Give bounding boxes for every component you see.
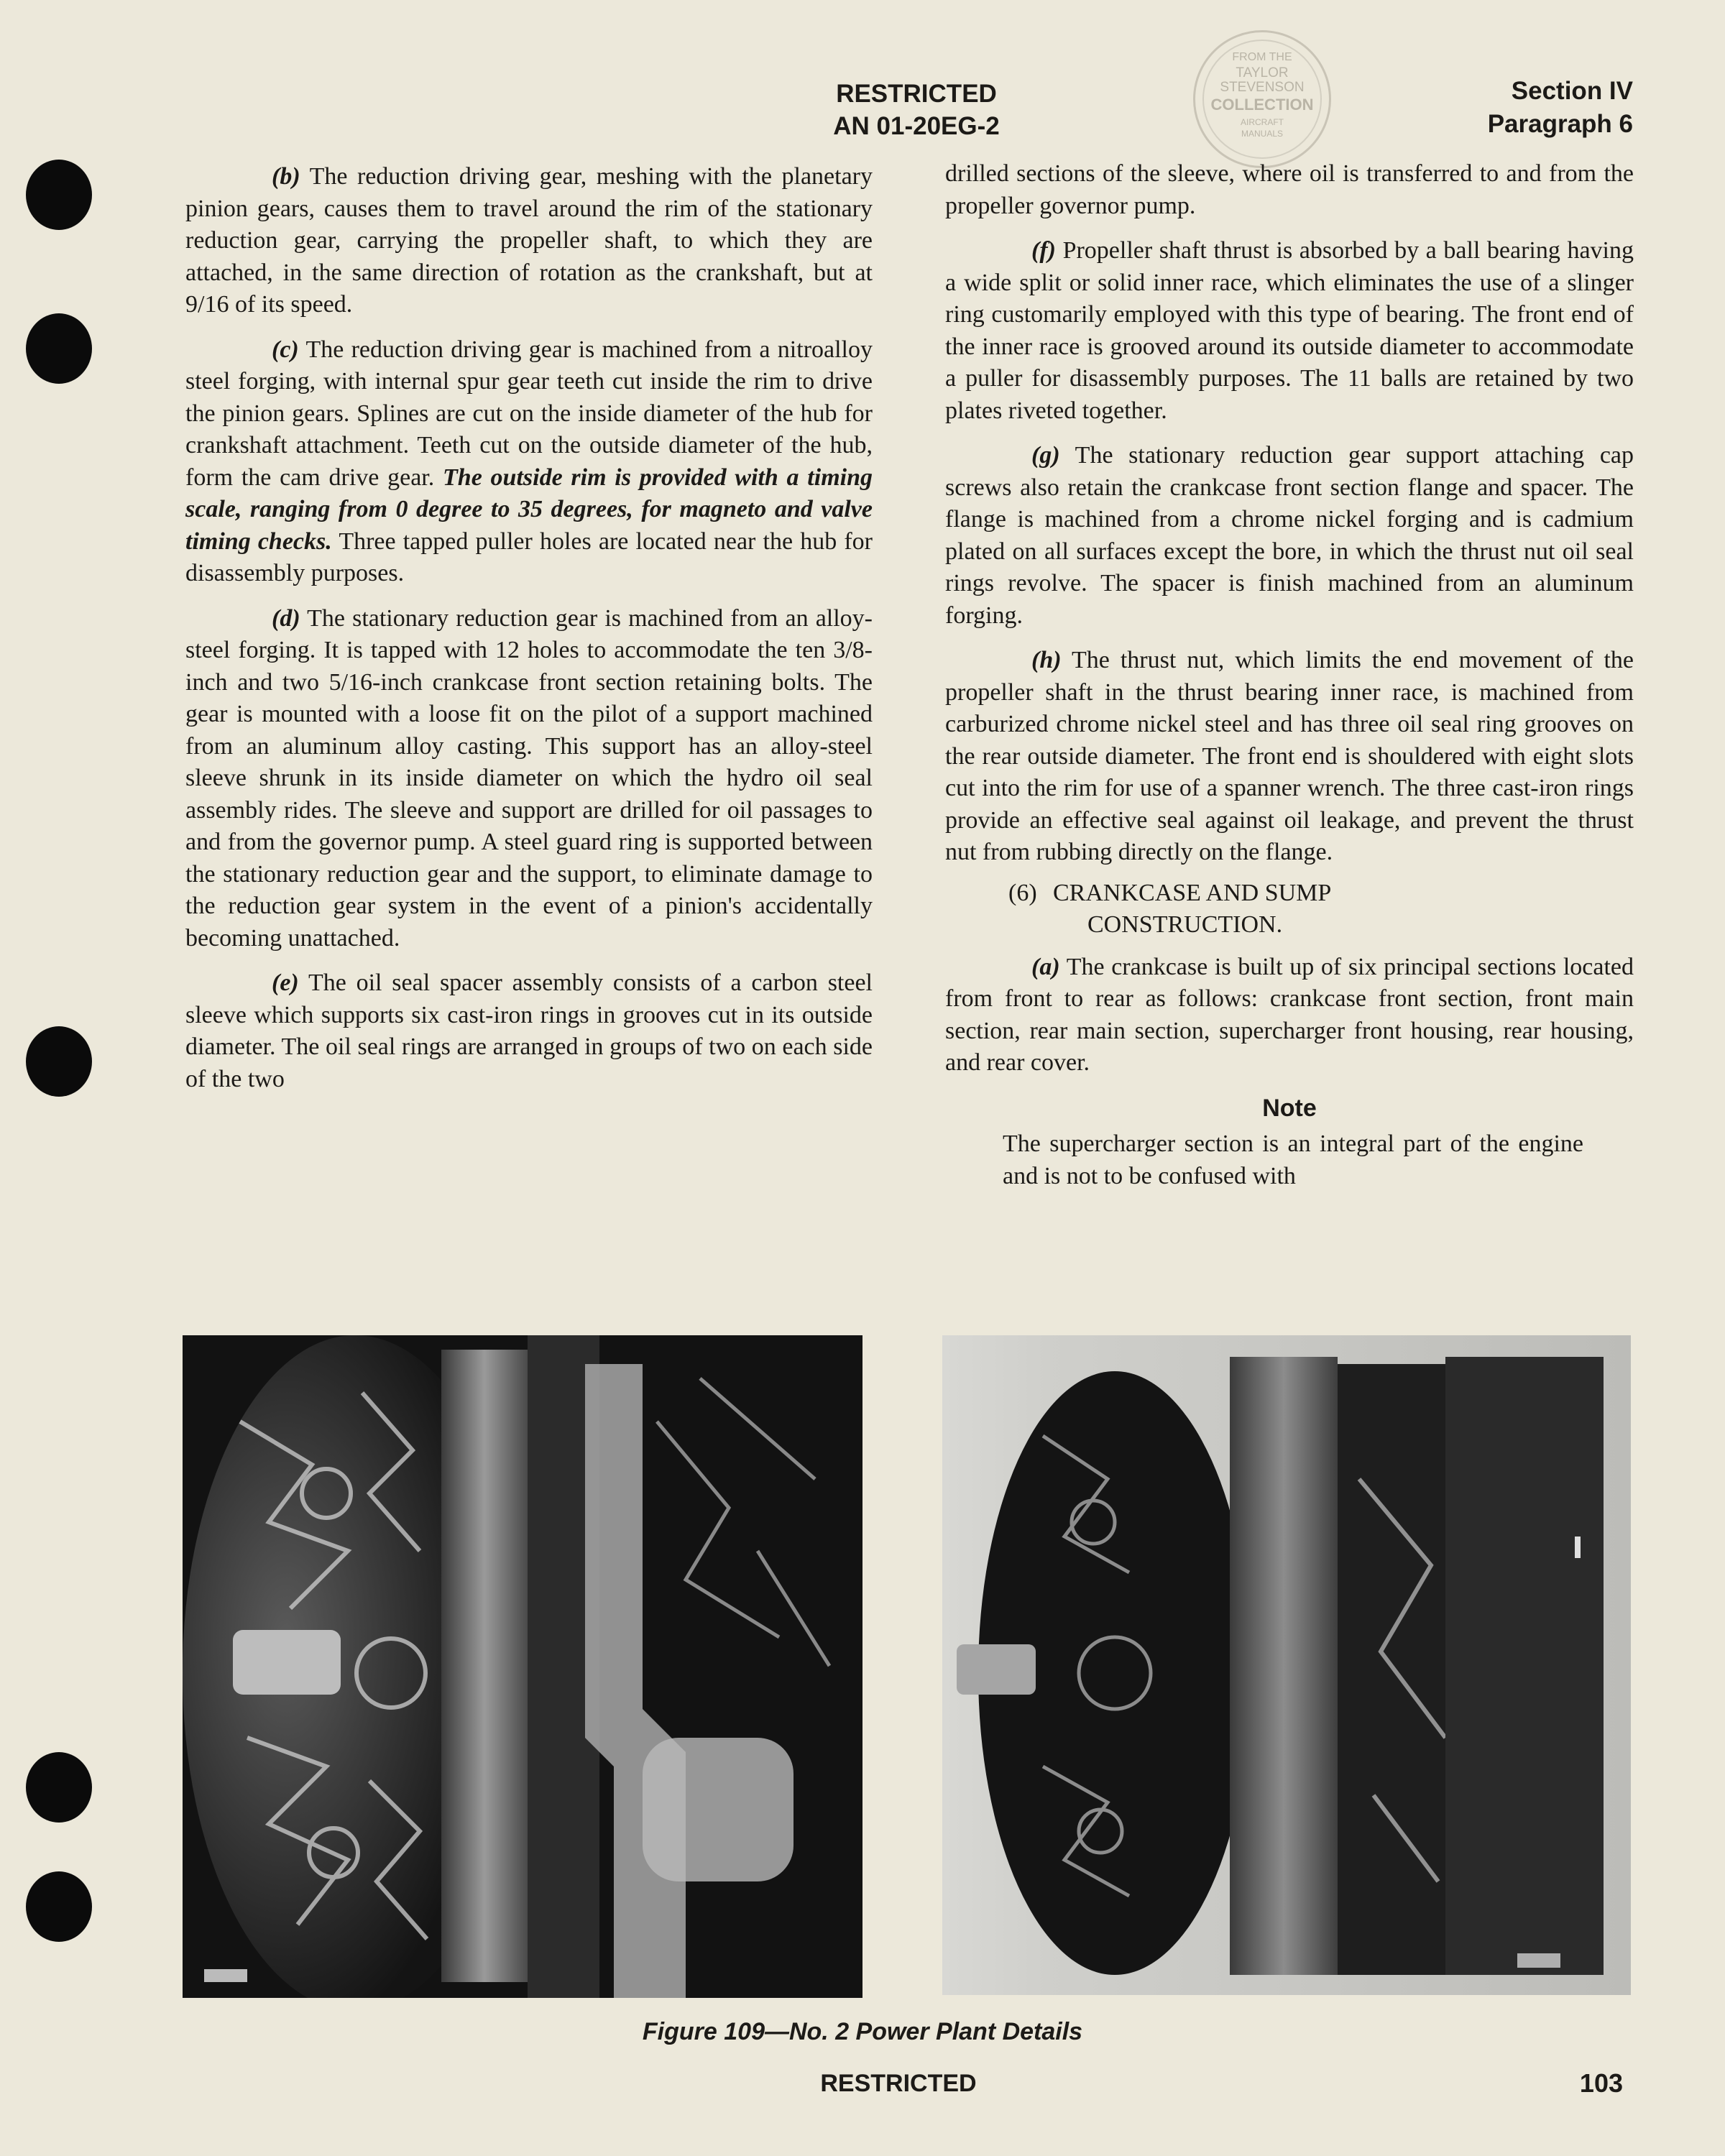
engine-illustration	[183, 1335, 862, 1998]
paragraph-label: (h)	[1031, 647, 1062, 673]
engine-photo-left	[183, 1335, 862, 1998]
header-classification: RESTRICTED	[836, 80, 997, 108]
heading-number: (6)	[1008, 879, 1037, 906]
paragraph-f	[945, 235, 1634, 427]
stamp-line: MANUALS	[1241, 129, 1283, 139]
binder-hole	[26, 1871, 92, 1942]
engine-illustration	[942, 1335, 1631, 1995]
heading-line: CRANKCASE AND SUMP	[1053, 879, 1332, 906]
section-heading-6	[945, 877, 1634, 941]
paragraph-text: The reduction driving gear is machined from a nitroalloy steel forging, with internal spur gear teeth cut inside the rim to drive the pinion gears. Splines are cut on the inside diameter of the hub for crankshaft attachment. Teeth cut on the outside diameter of the hub, form the cam drive gear.	[185, 336, 873, 491]
paragraph-b	[185, 161, 873, 321]
stamp-line: TAYLOR	[1236, 65, 1289, 80]
paragraph-label: (b)	[272, 163, 300, 190]
heading-line: CONSTRUCTION.	[1087, 911, 1283, 938]
paragraph-text: The oil seal spacer assembly consists of a carbon steel sleeve which supports six cast-iron rings in grooves cut in its outside diameter. The oil seal rings are arranged in groups of two on each side of the two	[185, 969, 873, 1092]
engine-photo-right	[942, 1335, 1631, 1995]
paragraph-label: (g)	[1031, 442, 1060, 469]
paragraph-text: drilled sections of the sleeve, where oil is transferred to and from the propeller governor pump.	[945, 160, 1634, 219]
binder-hole	[26, 1026, 92, 1097]
page-header-center	[755, 78, 1078, 142]
header-paragraph: Paragraph 6	[1487, 110, 1633, 138]
paragraph-e	[185, 967, 873, 1095]
stamp-line: STEVENSON	[1220, 80, 1305, 95]
paragraph-label: (f)	[1031, 237, 1056, 264]
header-section: Section IV	[1511, 77, 1633, 105]
page-header-right	[1488, 75, 1633, 141]
stamp-line: COLLECTION	[1210, 96, 1314, 114]
paragraph-a	[945, 952, 1634, 1079]
paragraph-h	[945, 645, 1634, 869]
note-text: The supercharger section is an integral part of the engine and is not to be confused with	[1003, 1130, 1583, 1189]
stamp-line: FROM THE	[1232, 51, 1292, 63]
emphasized-text: The outside rim is provided with a timing scale, ranging from 0 degree to 35 degrees, for magneto and valve timing checks.	[185, 464, 873, 555]
paragraph-label: (a)	[1031, 953, 1060, 980]
paragraph-text: The stationary reduction gear is machined from an alloy-steel forging. It is tapped with 12 holes to accommodate the ten 3/8-inch and two 5/16-inch crankcase front section retaining bolts. The gear is mounted with a loose fit on the pilot of a support machined from an aluminum alloy casting. This support has an alloy-steel sleeve shrunk in its inside diameter on which the hydro oil seal assembly rides. The sleeve and support are drilled for oil passages to and from the governor pump. A steel guard ring is supported between the stationary reduction gear and the support, to eliminate damage to the reduction gear system in the event of a pinion's accidentally becoming unattached.	[185, 604, 873, 952]
figure-caption: Figure 109—No. 2 Power Plant Details	[642, 2018, 1083, 2045]
paragraph-g	[945, 440, 1634, 632]
stamp-line: AIRCRAFT	[1241, 117, 1284, 127]
paragraph-label: (c)	[272, 336, 299, 363]
paragraph-text: The thrust nut, which limits the end movement of the propeller shaft in the thrust bearing inner race, is machined from carburized chrome nickel steel and has three oil seal ring grooves on the rear outside diameter. The front end is shouldered with eight slots cut into the rim for use of a spanner wrench. The three cast-iron rings provide an effective seal against oil leakage, and prevent the thrust nut from rubbing directly on the flange.	[945, 647, 1634, 865]
binder-hole	[26, 160, 92, 230]
paragraph-label: (e)	[272, 969, 299, 996]
paragraph-text: Three tapped puller holes are located near the hub for disassembly purposes.	[185, 528, 873, 586]
paragraph-e-continued	[945, 158, 1634, 222]
paragraph-label: (d)	[272, 604, 300, 632]
paragraph-text: The stationary reduction gear support attaching cap screws also retain the crankcase front section flange and spacer. The flange is machined from a chrome nickel forging and is cadmium plated on all surfaces except the bore, in which the thrust nut oil seal rings revolve. The spacer is finish machined from an aluminum forging.	[945, 442, 1634, 629]
binder-hole	[26, 313, 92, 384]
paragraph-text: The reduction driving gear, meshing with the planetary pinion gears, causes them to travel around the rim of the stationary reduction gear, carrying the propeller shaft, to which they are attached, in the same direction of rotation as the crankshaft, but at 9/16 of its speed.	[185, 163, 873, 318]
paragraph-d	[185, 603, 873, 955]
right-column	[945, 158, 1634, 1192]
paragraph-text: The crankcase is built up of six principal sections located from front to rear as follows: crankcase front section, front main section, rear main section, supercharger front housing, rear housing, and rear cover.	[945, 953, 1634, 1076]
footer-classification: RESTRICTED	[820, 2070, 977, 2097]
left-column	[185, 161, 873, 1108]
binder-hole	[26, 1752, 92, 1823]
note-title: Note	[1262, 1094, 1317, 1122]
collection-stamp	[1193, 30, 1331, 168]
page-number: 103	[1579, 2068, 1623, 2098]
paragraph-text: Propeller shaft thrust is absorbed by a ball bearing having a wide split or solid inner race, which eliminates the use of a slinger ring customarily employed with this type of bearing. The front end of the inner race is grooved around its outside diameter to accommodate a puller for disassembly purposes. The 11 balls are retained by two plates riveted together.	[945, 237, 1634, 424]
paragraph-c	[185, 334, 873, 590]
header-doc-number: AN 01-20EG-2	[833, 112, 1000, 140]
